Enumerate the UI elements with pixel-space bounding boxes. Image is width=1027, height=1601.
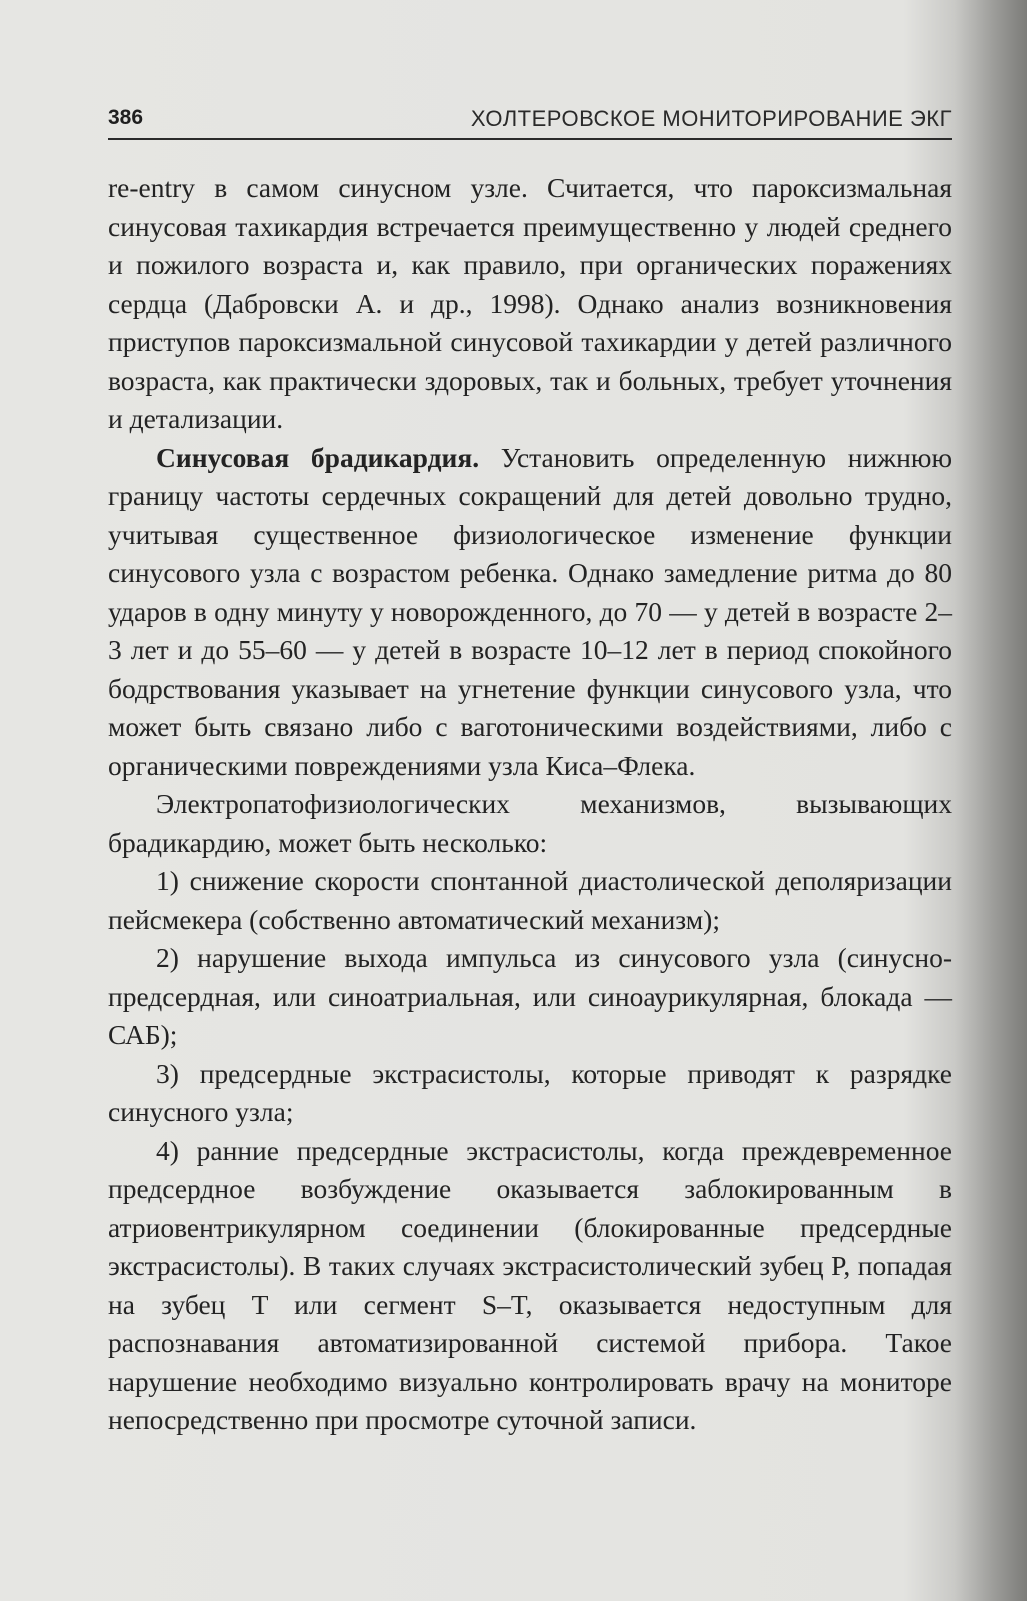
list-item-text: 2) нарушение выхода импульса из синусового узла (синусно-предсердная, или синоатриальная, или синоаурикулярная, блокада — САБ); — [108, 942, 952, 1050]
section-run-in-heading: Синусовая брадикардия. — [156, 441, 480, 473]
paragraph-mechanisms-intro — [108, 785, 952, 862]
paragraph-text: re-entry в самом синусном узле. Считается, что пароксизмальная синусовая тахикардия встречается преимущественно у людей среднего и пожилого возраста и, как правило, при органических поражениях сердца (Дабровски А. и др., 1998). Однако анализ возникновения приступов пароксизмальной синусовой тахикардии у детей различного возраста, как практически здоровых, так и больных, требует уточнения и детализации. — [108, 172, 952, 434]
page-number: 386 — [108, 106, 144, 129]
paragraph-text: Электропатофизиологических механизмов, вызывающих брадикардию, может быть несколько: — [108, 788, 952, 858]
paragraph-continuation — [108, 169, 952, 439]
list-item-3 — [108, 1055, 952, 1132]
list-item-text: 3) предсердные экстрасистолы, которые приводят к разрядке синусного узла; — [108, 1057, 952, 1127]
list-item-1 — [108, 862, 952, 939]
list-item-text: 1) снижение скорости спонтанной диастолической деполяризации пейсмекера (собственно автоматический механизм); — [108, 865, 952, 935]
list-item-text: 4) ранние предсердные экстрасистолы, когда преждевременное предсердное возбуждение оказывается заблокированным в атриовентрикулярном соединении (блокированные предсердные экстрасистолы). В таких случаях экстрасистолический зубец P, попадая на зубец T или сегмент S–T, оказывается недоступным для распознавания автоматизированной системой прибора. Такое нарушение необходимо визуально контролировать врачу на мониторе непосредственно при просмотре суточной записи. — [108, 1134, 952, 1435]
paragraph-sinus-bradycardia — [108, 439, 952, 786]
paragraph-text: Установить определенную нижнюю границу частоты сердечных сокращений для детей довольно трудно, учитывая существенное физиологическое изменение функции синусового узла с возрастом ребенка. Однако замедление ритма до 80 ударов в одну минуту у новорожденного, до 70 — у детей в возрасте 2–3 лет и до 55–60 — у детей в возрасте 10–12 лет в период спокойного бодрствования указывает на угнетение функции синусового узла, что может быть связано либо с ваготоническими воздействиями, либо с органическими повреждениями узла Киса–Флека. — [108, 441, 952, 781]
list-item-4 — [108, 1132, 952, 1440]
list-item-2 — [108, 939, 952, 1055]
running-title: ХОЛТЕРОВСКОЕ МОНИТОРИРОВАНИЕ ЭКГ — [470, 106, 952, 131]
running-header — [108, 98, 952, 140]
body-text — [108, 169, 952, 1440]
